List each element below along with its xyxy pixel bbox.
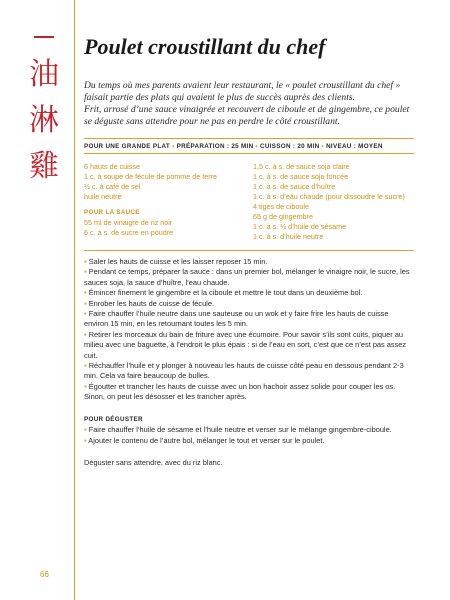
- cook-time: CUISSON : 20 MIN: [260, 143, 320, 150]
- step-text: Réchauffer l’huile et y plonger à nouveau les hauts de cuisse côté peau en dessous pendant 2-3 min. Cela va faire beaucoup de bulles.: [84, 361, 404, 381]
- chinese-character: 淋: [29, 103, 59, 138]
- separator-dot: •: [172, 143, 177, 150]
- recipe-intro: [84, 80, 414, 128]
- step: [84, 299, 414, 309]
- ingredient: 1 c. à soupe de fécule de pomme de terre: [84, 172, 218, 181]
- servings: POUR UNE GRANDE PLAT: [84, 143, 170, 150]
- separator-dot: •: [255, 143, 261, 150]
- bullet-icon: ▪: [84, 425, 89, 435]
- intro-paragraph: Frit, arrosé d’une sauce vinaigrée et recouvert de ciboule et de gingembre, ce poulet se déguste sans attendre pour ne pas en perdre le côté croustillant.: [84, 104, 410, 127]
- serve-heading: POUR DÉGUSTER: [84, 415, 143, 423]
- bullet-icon: ▪: [84, 381, 89, 391]
- separator-dot: •: [321, 143, 327, 150]
- bullet-icon: ▪: [84, 309, 89, 319]
- chinese-character: 雞: [29, 149, 59, 184]
- bullet-icon: ▪: [84, 298, 89, 308]
- bullet-icon: ▪: [84, 435, 89, 445]
- bullet-icon: ▪: [84, 329, 89, 339]
- ingredient: 65 g de gingembre: [253, 212, 313, 221]
- step: [84, 382, 414, 403]
- ingredients-column-left: [84, 162, 245, 242]
- bullet-icon: ▪: [84, 361, 89, 371]
- ingredient: 1,5 c. à s. de sauce soja claire: [253, 162, 350, 171]
- step: [84, 257, 414, 267]
- bullet-icon: ▪: [84, 288, 89, 298]
- difficulty: NIVEAU : MOYEN: [326, 143, 383, 150]
- chinese-character: 油: [29, 57, 59, 92]
- ingredient: 1 c. à s. de sauce d’huître: [253, 182, 336, 191]
- step: [84, 436, 414, 446]
- ingredient: huile neutre: [84, 192, 122, 201]
- recipe-meta: [84, 138, 414, 154]
- step-text: Enrober les hauts de cuisse de fécule.: [88, 298, 214, 308]
- step-text: Retirer les morceaux du bain de friture avec une écumoire. Pour savoir s’ils sont cuits, piquer au milieu avec une baguette, à l’endroit le plus épais : si de l’eau en sort, c’est que ce n’est pas assez cuit.: [84, 329, 407, 360]
- ingredient: 4 tiges de ciboule: [253, 202, 309, 211]
- chinese-title-vertical: [26, 36, 62, 190]
- step-text: Pendant ce temps, préparer la sauce : dans un premier bol, mélanger le vinaigre noir, le sucre, les sauces soja, la sauce d’huître, l’eau chaude.: [84, 267, 410, 287]
- step: [84, 267, 414, 288]
- step-text: Saler les hauts de cuisse et les laisser reposer 15 min.: [88, 257, 268, 266]
- sauce-heading: POUR LA SAUCE: [84, 209, 140, 216]
- intro-paragraph: Du temps où mes parents avaient leur restaurant, le « poulet croustillant du chef » faisait partie des plats qui avaient le plus de succès auprès des clients.: [84, 80, 401, 103]
- margin-rule: [74, 0, 75, 600]
- ingredient: 1 c. à s. d’huile neutre: [253, 232, 324, 241]
- ingredient: ½ c. à café de sel: [84, 182, 141, 191]
- step-text: Faire chauffer l’huile neutre dans une sauteuse ou un wok et y faire frire les hauts de cuisse environ 15 min, en les retournant toutes les 5 min.: [84, 309, 389, 329]
- closing-note: Déguster sans attendre, avec du riz blanc.: [84, 457, 223, 467]
- ingredient: 1 c. à s. d’eau chaude (pour dissoudre le sucre): [253, 192, 405, 201]
- ingredient: 6 c. à s. de sucre en poudre: [84, 228, 174, 237]
- step: [84, 309, 414, 330]
- step-text: Ajouter le contenu de l’autre bol, mélanger le tout et verser sur le poulet.: [88, 435, 325, 445]
- prep-time: PRÉPARATION : 25 MIN: [176, 143, 254, 150]
- step-text: Faire chauffer l’huile de sésame et l’huile neutre et verser sur le mélange gingembre-ciboule.: [88, 425, 392, 435]
- step: [84, 361, 414, 382]
- page-number: 66: [40, 570, 49, 579]
- ingredients-column-right: [253, 162, 414, 242]
- bullet-icon: ▪: [84, 267, 89, 277]
- step: [84, 288, 414, 298]
- recipe-content: [84, 34, 414, 476]
- ingredient: 6 hauts de cuisse: [84, 162, 140, 171]
- step: [84, 330, 414, 361]
- bullet-icon: ▪: [84, 257, 89, 266]
- decorative-bar: [34, 36, 54, 38]
- step-text: Émincer finement le gingembre et la ciboule et mettre le tout dans un deuxième bol.: [88, 288, 363, 298]
- step-text: Égoutter et trancher les hauts de cuisse avec un bon hachoir assez solide pour couper les os. Sinon, on peut les désosser et les trancher après.: [84, 381, 396, 402]
- ingredients-list: [84, 154, 414, 251]
- ingredient: 55 ml de vinaigre de riz noir: [84, 218, 173, 227]
- step: [84, 425, 414, 435]
- recipe-steps: [84, 251, 414, 468]
- recipe-title: Poulet croustillant du chef: [84, 34, 326, 59]
- ingredient: 1 c. à s. de sauce soja foncée: [253, 172, 349, 181]
- ingredient: 1 c. à s. ½ d’huile de sésame: [253, 222, 347, 231]
